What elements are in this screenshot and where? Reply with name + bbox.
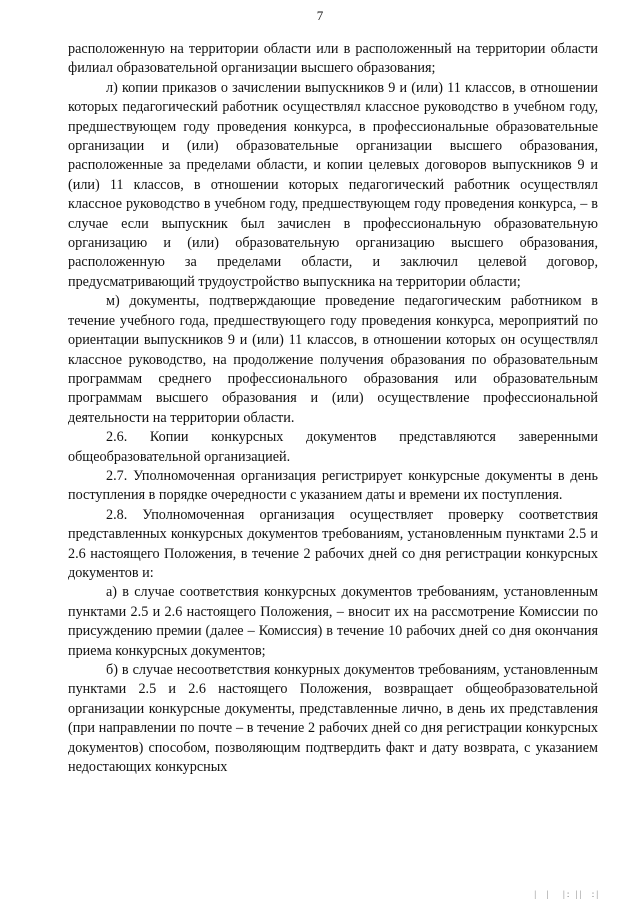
paragraph-item-b: б) в случае несоответствия конкурных документов требованиям, установленным пунктами 2.5 и 2.6 настоящего Положения, возвращает общеобразовательной организации конкурсные документы, представленные лично, в день их представления (при направлении по почте – в течение 2 рабочих дней со дня регистрации конкурсных документов) способом, позволяющим подтвердить факт и дату возврата, с указанием недостающих конкурсных	[68, 662, 598, 776]
paragraph-item-a: а) в случае соответствия конкурсных документов требованиям, установленным пунктами 2.5 и 2.6 настоящего Положения, – вносит их на рассмотрение Комиссии по присуждению премии (далее – Комиссия) в течение 10 рабочих дней со дня окончания приема конкурсных документов;	[68, 584, 598, 659]
paragraph-item-m: м) документы, подтверждающие проведение педагогическим работником в течение учебного года, предшествующего году проведения конкурса, мероприятий по ориентации выпускников 9 и (или) 11 классов, в отношении которых он осуществлял классное руководство, на продолжение получения образования по образовательным программам среднего профессионального образования или образовательным программам высшего образования и (или) осуществление профессиональной деятельности на территории области.	[68, 293, 598, 426]
document-body	[68, 40, 598, 777]
page-number: 7	[316, 8, 324, 23]
scan-margin-marks: | | |: || :|	[534, 889, 600, 899]
paragraph-2-8: 2.8. Уполномоченная организация осуществляет проверку соответствия представленных конкурсных документов требованиям, установленным пунктами 2.5 и 2.6 настоящего Положения, в течение 2 рабочих дней со дня регистрации конкурсных документов и:	[68, 506, 598, 581]
paragraph-item-l: л) копии приказов о зачислении выпускников 9 и (или) 11 классов, в отношении которых педагогический работник осуществлял классное руководство в учебном году, предшествующем году проведения конкурса, в профессиональные образовательные организации и (или) образовательные организации высшего образования, расположенные за пределами области, и копии целевых договоров выпускников 9 и (или) 11 классов, в отношении которых педагогический работник осуществлял классное руководство в учебном году, предшествующем году проведения конкурса, – в случае если выпускник был зачислен в профессиональную образовательную организацию и (или) образовательную организацию высшего образования, расположенную за пределами области, и заключил целевой договор, предусматривающий трудоустройство выпускника на территории области;	[68, 79, 598, 290]
paragraph-2-6: 2.6. Копии конкурсных документов представляются заверенными общеобразовательной организацией.	[68, 429, 598, 465]
paragraph-continuation: расположенную на территории области или в расположенный на территории области филиал образовательной организации высшего образования;	[68, 41, 598, 77]
paragraph-2-7: 2.7. Уполномоченная организация регистрирует конкурсные документы в день поступления в порядке очередности с указанием даты и времени их поступления.	[68, 467, 598, 504]
